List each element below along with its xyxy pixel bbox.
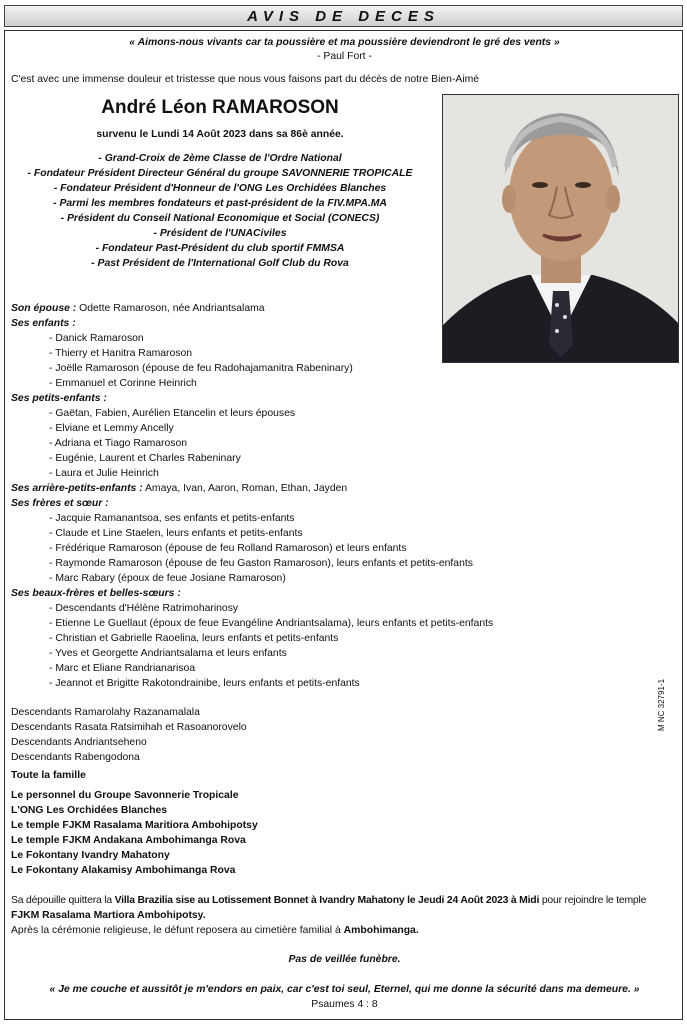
list-item: - Yves et Georgette Andriantsalama et leurs enfants [49,648,287,659]
list-item: - Frédérique Ramaroson (épouse de feu Rolland Ramaroson) et leurs enfants [49,543,407,554]
list-item: - Eugénie, Laurent et Charles Rabeninary [49,453,241,464]
funeral-text: Sa dépouille quittera la [11,895,115,906]
descendants-line: Descendants Andriantseheno [11,737,147,748]
funeral-line-3 [11,923,419,938]
children-label: Ses enfants : [11,318,76,329]
notice-frame [4,30,683,1020]
spouse-line [11,301,265,316]
list-item: - Marc Rabary (époux de feue Josiane Ramaroson) [49,573,286,584]
deceased-name: André Léon RAMAROSON [101,97,339,118]
great-grandchildren-value: Amaya, Ivan, Aaron, Roman, Ethan, Jayden [145,483,348,494]
spouse-label: Son épouse : [11,303,77,314]
list-item: - Adriana et Tiago Ramaroson [49,438,188,449]
title-item: - Fondateur Past-Président du club sportif FMMSA [95,243,345,254]
funeral-line-1 [11,893,646,908]
intro-text: C'est avec une immense douleur et tristesse que nous vous faisons part du décès de notre Bien-Aimé [11,74,480,85]
title-item: - Président de l'UNACiviles [153,228,287,239]
list-item: - Jeannot et Brigitte Rakotondrainibe, leurs enfants et petits-enfants [49,678,360,689]
no-vigil-note: Pas de veillée funèbre. [288,954,401,965]
list-item: - Etienne Le Guellaut (époux de feue Evangéline Andriantsalama), leurs enfants et petits-enfants [49,618,494,629]
descendants-line: Descendants Ramarolahy Razanamalala [11,707,200,718]
in-laws-label: Ses beaux-frères et belles-sœurs : [11,588,181,599]
list-item: - Descendants d'Hélène Ratrimoharinosy [49,603,239,614]
closing-reference: Psaumes 4 : 8 [311,999,378,1010]
list-item: - Gaëtan, Fabien, Aurélien Etancelin et leurs épouses [49,408,296,419]
descendants-line: Descendants Rabengodona [11,752,140,763]
portrait-illustration [443,95,678,362]
list-item: - Christian et Gabrielle Raoelina, leurs enfants et petits-enfants [49,633,339,644]
list-item: - Joëlle Ramaroson (épouse de feu Radohajamanitra Rabeninary) [49,363,353,374]
list-item: - Claude et Line Staelen, leurs enfants et petits-enfants [49,528,303,539]
organization-line: Le temple FJKM Rasalama Maritiora Ambohipotsy [11,820,258,831]
spouse-value: Odette Ramaroson, née Andriantsalama [79,303,265,314]
list-item: - Danick Ramaroson [49,333,144,344]
notice-header [4,5,683,27]
list-item: - Jacquie Ramanantsoa, ses enfants et petits-enfants [49,513,295,524]
reference-code: M NC 32791-1 [657,678,666,731]
title-item: - Fondateur Président d'Honneur de l'ONG Les Orchidées Blanches [53,183,387,194]
funeral-temple: FJKM Rasalama Martiora Ambohipotsy. [11,910,206,921]
great-grandchildren-label: Ses arrière-petits-enfants : [11,483,143,494]
funeral-venue: Villa Brazilia sise au Lotissement Bonnet à Ivandry Mahatony le Jeudi 24 Août 2023 à Midi [114,895,540,906]
great-grandchildren-line [11,481,347,496]
burial-place: Ambohimanga. [343,925,419,936]
organization-line: Le personnel du Groupe Savonnerie Tropicale [11,790,239,801]
funeral-text: pour rejoindre le temple [539,895,647,906]
list-item: - Laura et Julie Heinrich [49,468,159,479]
organization-line: L'ONG Les Orchidées Blanches [11,805,168,816]
list-item: - Thierry et Hanitra Ramaroson [49,348,193,359]
list-item: - Raymonde Ramaroson (épouse de feu Gaston Ramaroson), leurs enfants et petits-enfants [49,558,473,569]
epigraph-author: - Paul Fort - [317,51,372,62]
title-item: - Fondateur Président Directeur Général du groupe SAVONNERIE TROPICALE [27,168,413,179]
organization-line: Le Fokontany Alakamisy Ambohimanga Rova [11,865,236,876]
organization-line: Le Fokontany Ivandry Mahatony [11,850,170,861]
list-item: - Elviane et Lemmy Ancelly [49,423,174,434]
epigraph-quote: « Aimons-nous vivants car ta poussière et ma poussière deviendront le gré des vents » [129,37,560,48]
closing-quote: « Je me couche et aussitôt je m'endors en paix, car c'est toi seul, Eternel, qui me donne la sécurité dans ma demeure. » [49,984,640,995]
portrait-photo [442,94,679,363]
title-item: - Grand-Croix de 2ème Classe de l'Ordre National [98,153,342,164]
death-info: survenu le Lundi 14 Août 2023 dans sa 86è année. [96,129,344,140]
family-line: Toute la famille [11,770,86,781]
header-title: AVIS DE DECES [247,7,440,25]
siblings-label: Ses frères et sœur : [11,498,109,509]
title-item: - Past Président de l'International Golf Club du Rova [91,258,349,269]
descendants-line: Descendants Rasata Ratsimihah et Rasoanorovelo [11,722,247,733]
funeral-text: Après la cérémonie religieuse, le défunt reposera au cimetière familial à [11,925,344,936]
organization-line: Le temple FJKM Andakana Ambohimanga Rova [11,835,246,846]
title-item: - Parmi les membres fondateurs et past-président de la FIV.MPA.MA [53,198,387,209]
list-item: - Marc et Eliane Randrianarisoa [49,663,196,674]
title-item: - Président du Conseil National Economique et Social (CONECS) [60,213,380,224]
list-item: - Emmanuel et Corinne Heinrich [49,378,197,389]
grandchildren-label: Ses petits-enfants : [11,393,107,404]
